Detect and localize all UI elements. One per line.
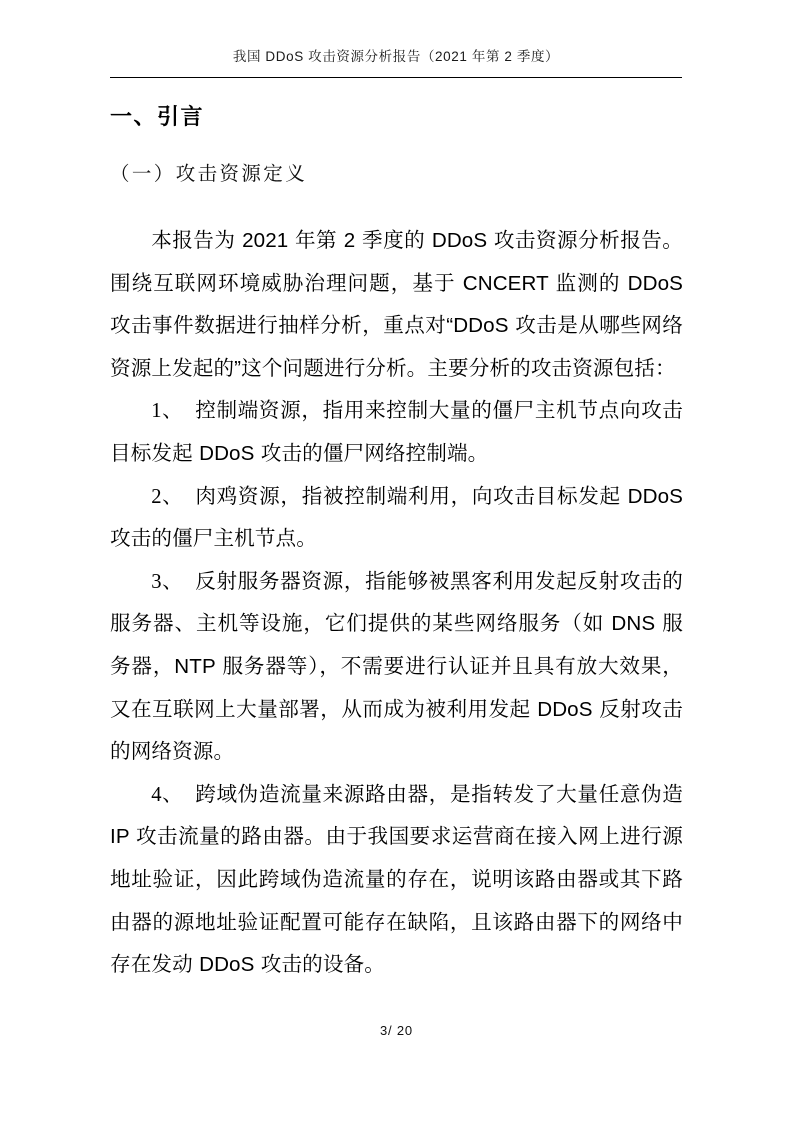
section-heading: 一、引言 — [110, 104, 205, 129]
intro-paragraph: 本报告为 2021 年第 2 季度的 DDoS 攻击资源分析报告。围绕互联网环境威胁治理问题，基于 CNCERT 监测的 DDoS 攻击事件数据进行抽样分析，重点对“DDoS 攻击是从哪些网络资源上发起的”这个问题进行分析。主要分析的攻击资源包括： — [110, 229, 683, 380]
list-item-text: 控制端资源，指用来控制大量的僵尸主机节点向攻击目标发起 DDoS 攻击的僵尸网络控制端。 — [110, 399, 683, 465]
list-item-marker: 4、 — [151, 783, 184, 806]
list-item-text: 跨域伪造流量来源路由器，是指转发了大量任意伪造 IP 攻击流量的路由器。由于我国要求运营商在接入网上进行源地址验证，因此跨域伪造流量的存在，说明该路由器或其下路由器的源地址验证配置可能存在缺陷，且该路由器下的网络中存在发动 DDoS 攻击的设备。 — [110, 782, 683, 977]
header-divider-rule — [110, 77, 682, 78]
list-item — [110, 774, 683, 987]
heading-spacer — [110, 134, 683, 160]
list-item — [110, 561, 683, 774]
list-item-text: 反射服务器资源，指能够被黑客利用发起反射攻击的服务器、主机等设施，它们提供的某些网络服务（如 DNS 服务器，NTP 服务器等），不需要进行认证并且具有放大效果，又在互联网上大量部署，从而成为被利用发起 DDoS 反射攻击的网络资源。 — [110, 569, 683, 764]
list-item-marker: 2、 — [151, 485, 184, 508]
document-body — [110, 100, 683, 987]
list-item-text: 肉鸡资源，指被控制端利用，向攻击目标发起 DDoS 攻击的僵尸主机节点。 — [110, 484, 683, 551]
subsection-heading: （一）攻击资源定义 — [110, 164, 308, 185]
running-footer — [0, 1022, 793, 1040]
subheading-spacer — [110, 190, 683, 220]
list-item — [110, 390, 683, 475]
list-item-marker: 1、 — [151, 400, 184, 423]
list-item — [110, 476, 683, 561]
header-title: 我国 DDoS 攻击资源分析报告（2021 年第 2 季度） — [232, 49, 560, 64]
running-header — [110, 48, 682, 66]
list-item-marker: 3、 — [151, 570, 184, 593]
page-number: 3/ 20 — [380, 1023, 413, 1038]
